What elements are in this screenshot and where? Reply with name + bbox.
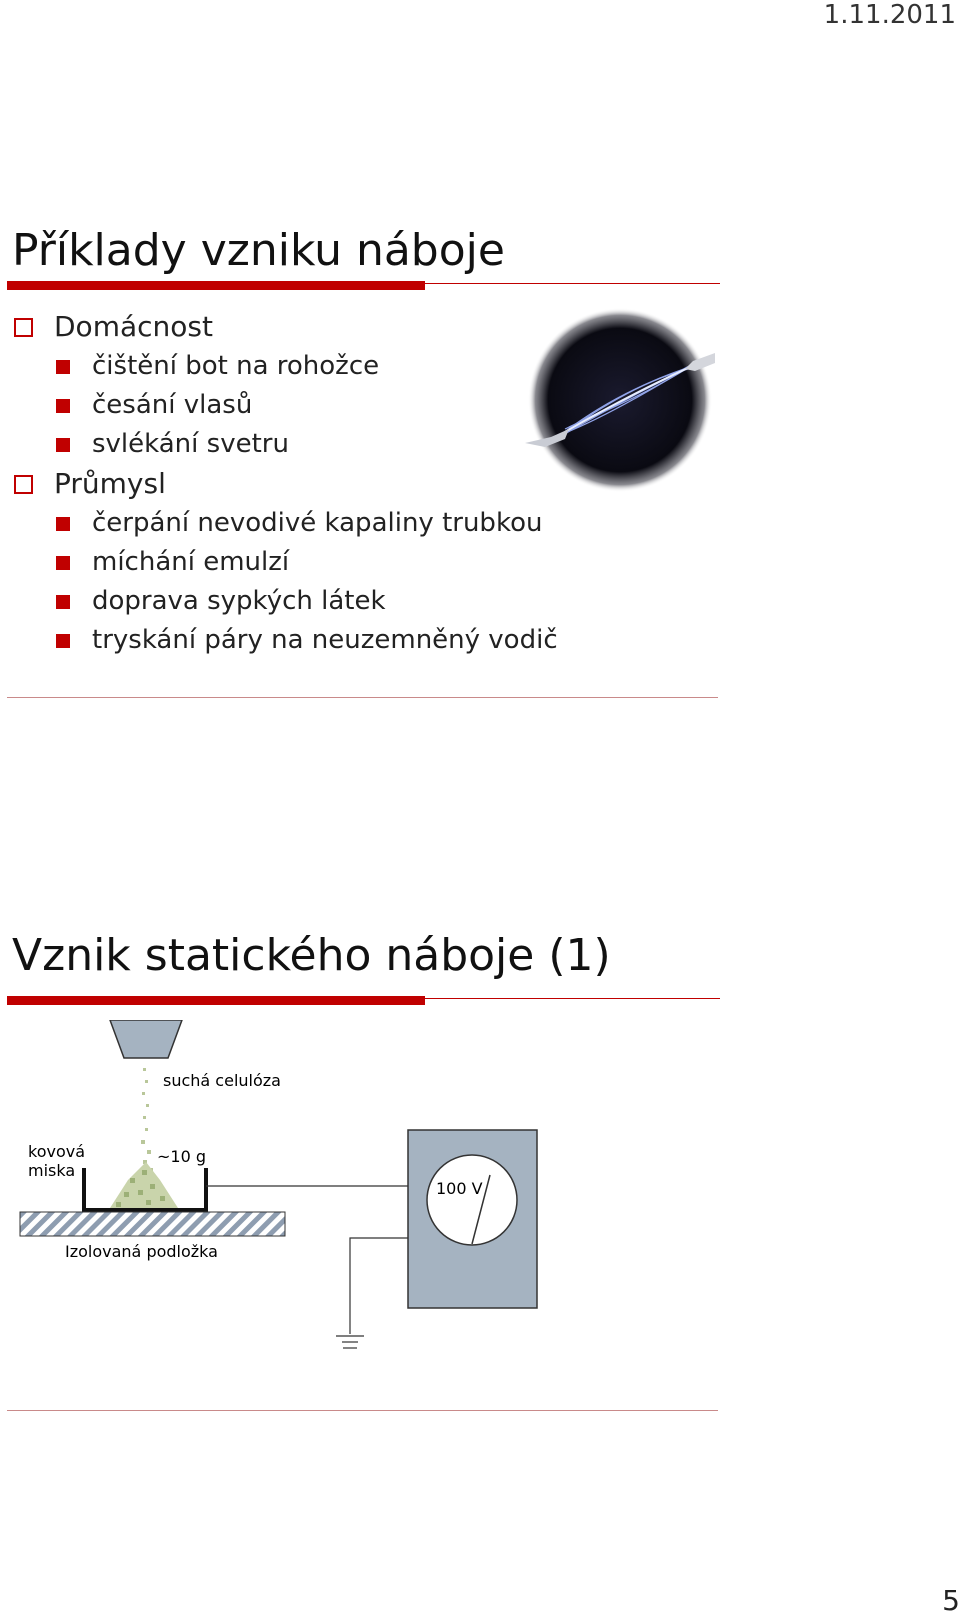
bullet-text: česání vlasů: [92, 390, 253, 420]
filled-square-bullet-icon: [56, 438, 70, 452]
electric-spark-image: [525, 305, 715, 495]
bullet-text: doprava sypkých látek: [92, 586, 386, 616]
bullet-text: čerpání nevodivé kapaliny trubkou: [92, 508, 543, 538]
bullet-item: [12, 543, 558, 582]
label-dish-line1: kovová: [28, 1142, 86, 1161]
bullet-item: [12, 386, 558, 425]
bullet-item: [12, 621, 558, 660]
filled-square-bullet-icon: [56, 360, 70, 374]
label-insulating-base: Izolovaná podložka: [65, 1242, 218, 1261]
cellulose-pile: [110, 1162, 178, 1208]
label-mass: ~10 g: [157, 1147, 207, 1166]
ground-icon: [336, 1336, 364, 1348]
experiment-diagram: [0, 1020, 720, 1380]
bullet-text: tryskání páry na neuzemněný vodič: [92, 625, 558, 655]
hopper-funnel: [110, 1020, 182, 1058]
title-underline: [7, 281, 720, 290]
filled-square-bullet-icon: [56, 595, 70, 609]
filled-square-bullet-icon: [56, 517, 70, 531]
bullet-group-household: [12, 307, 558, 347]
filled-square-bullet-icon: [56, 634, 70, 648]
label-voltmeter: 100 V: [436, 1179, 483, 1198]
bullet-item: [12, 582, 558, 621]
slide-bottom-divider: [7, 1410, 718, 1411]
slide-bottom-divider: [7, 697, 718, 698]
bullet-group-label: Domácnost: [54, 310, 213, 343]
bullet-item: [12, 425, 558, 464]
cellulose-stream: [141, 1068, 153, 1172]
slide-static-charge: [0, 930, 720, 1415]
bullet-list: [12, 307, 558, 660]
bullet-text: míchání emulzí: [92, 547, 290, 577]
title-underline: [7, 996, 720, 1005]
bullet-item: [12, 504, 558, 543]
slide-title: Příklady vzniku náboje: [12, 225, 505, 276]
filled-square-bullet-icon: [56, 399, 70, 413]
page-number: 5: [942, 1584, 960, 1617]
bullet-item: [12, 347, 558, 386]
bullet-text: čištění bot na rohožce: [92, 351, 380, 381]
slide-title: Vznik statického náboje (1): [12, 930, 611, 981]
filled-square-bullet-icon: [56, 556, 70, 570]
bullet-group-industry: [12, 464, 558, 504]
label-cellulose: suchá celulóza: [163, 1071, 281, 1090]
header-date: 1.11.2011: [823, 0, 956, 30]
hollow-square-bullet-icon: [14, 318, 33, 337]
voltmeter-dial: [427, 1155, 517, 1245]
bullet-text: svlékání svetru: [92, 429, 289, 459]
label-dish-line2: miska: [28, 1161, 76, 1180]
slide-charge-examples: [0, 215, 720, 705]
ground-wire: [350, 1238, 408, 1334]
bullet-group-label: Průmysl: [54, 467, 166, 500]
hollow-square-bullet-icon: [14, 475, 33, 494]
insulating-base: [20, 1212, 285, 1236]
